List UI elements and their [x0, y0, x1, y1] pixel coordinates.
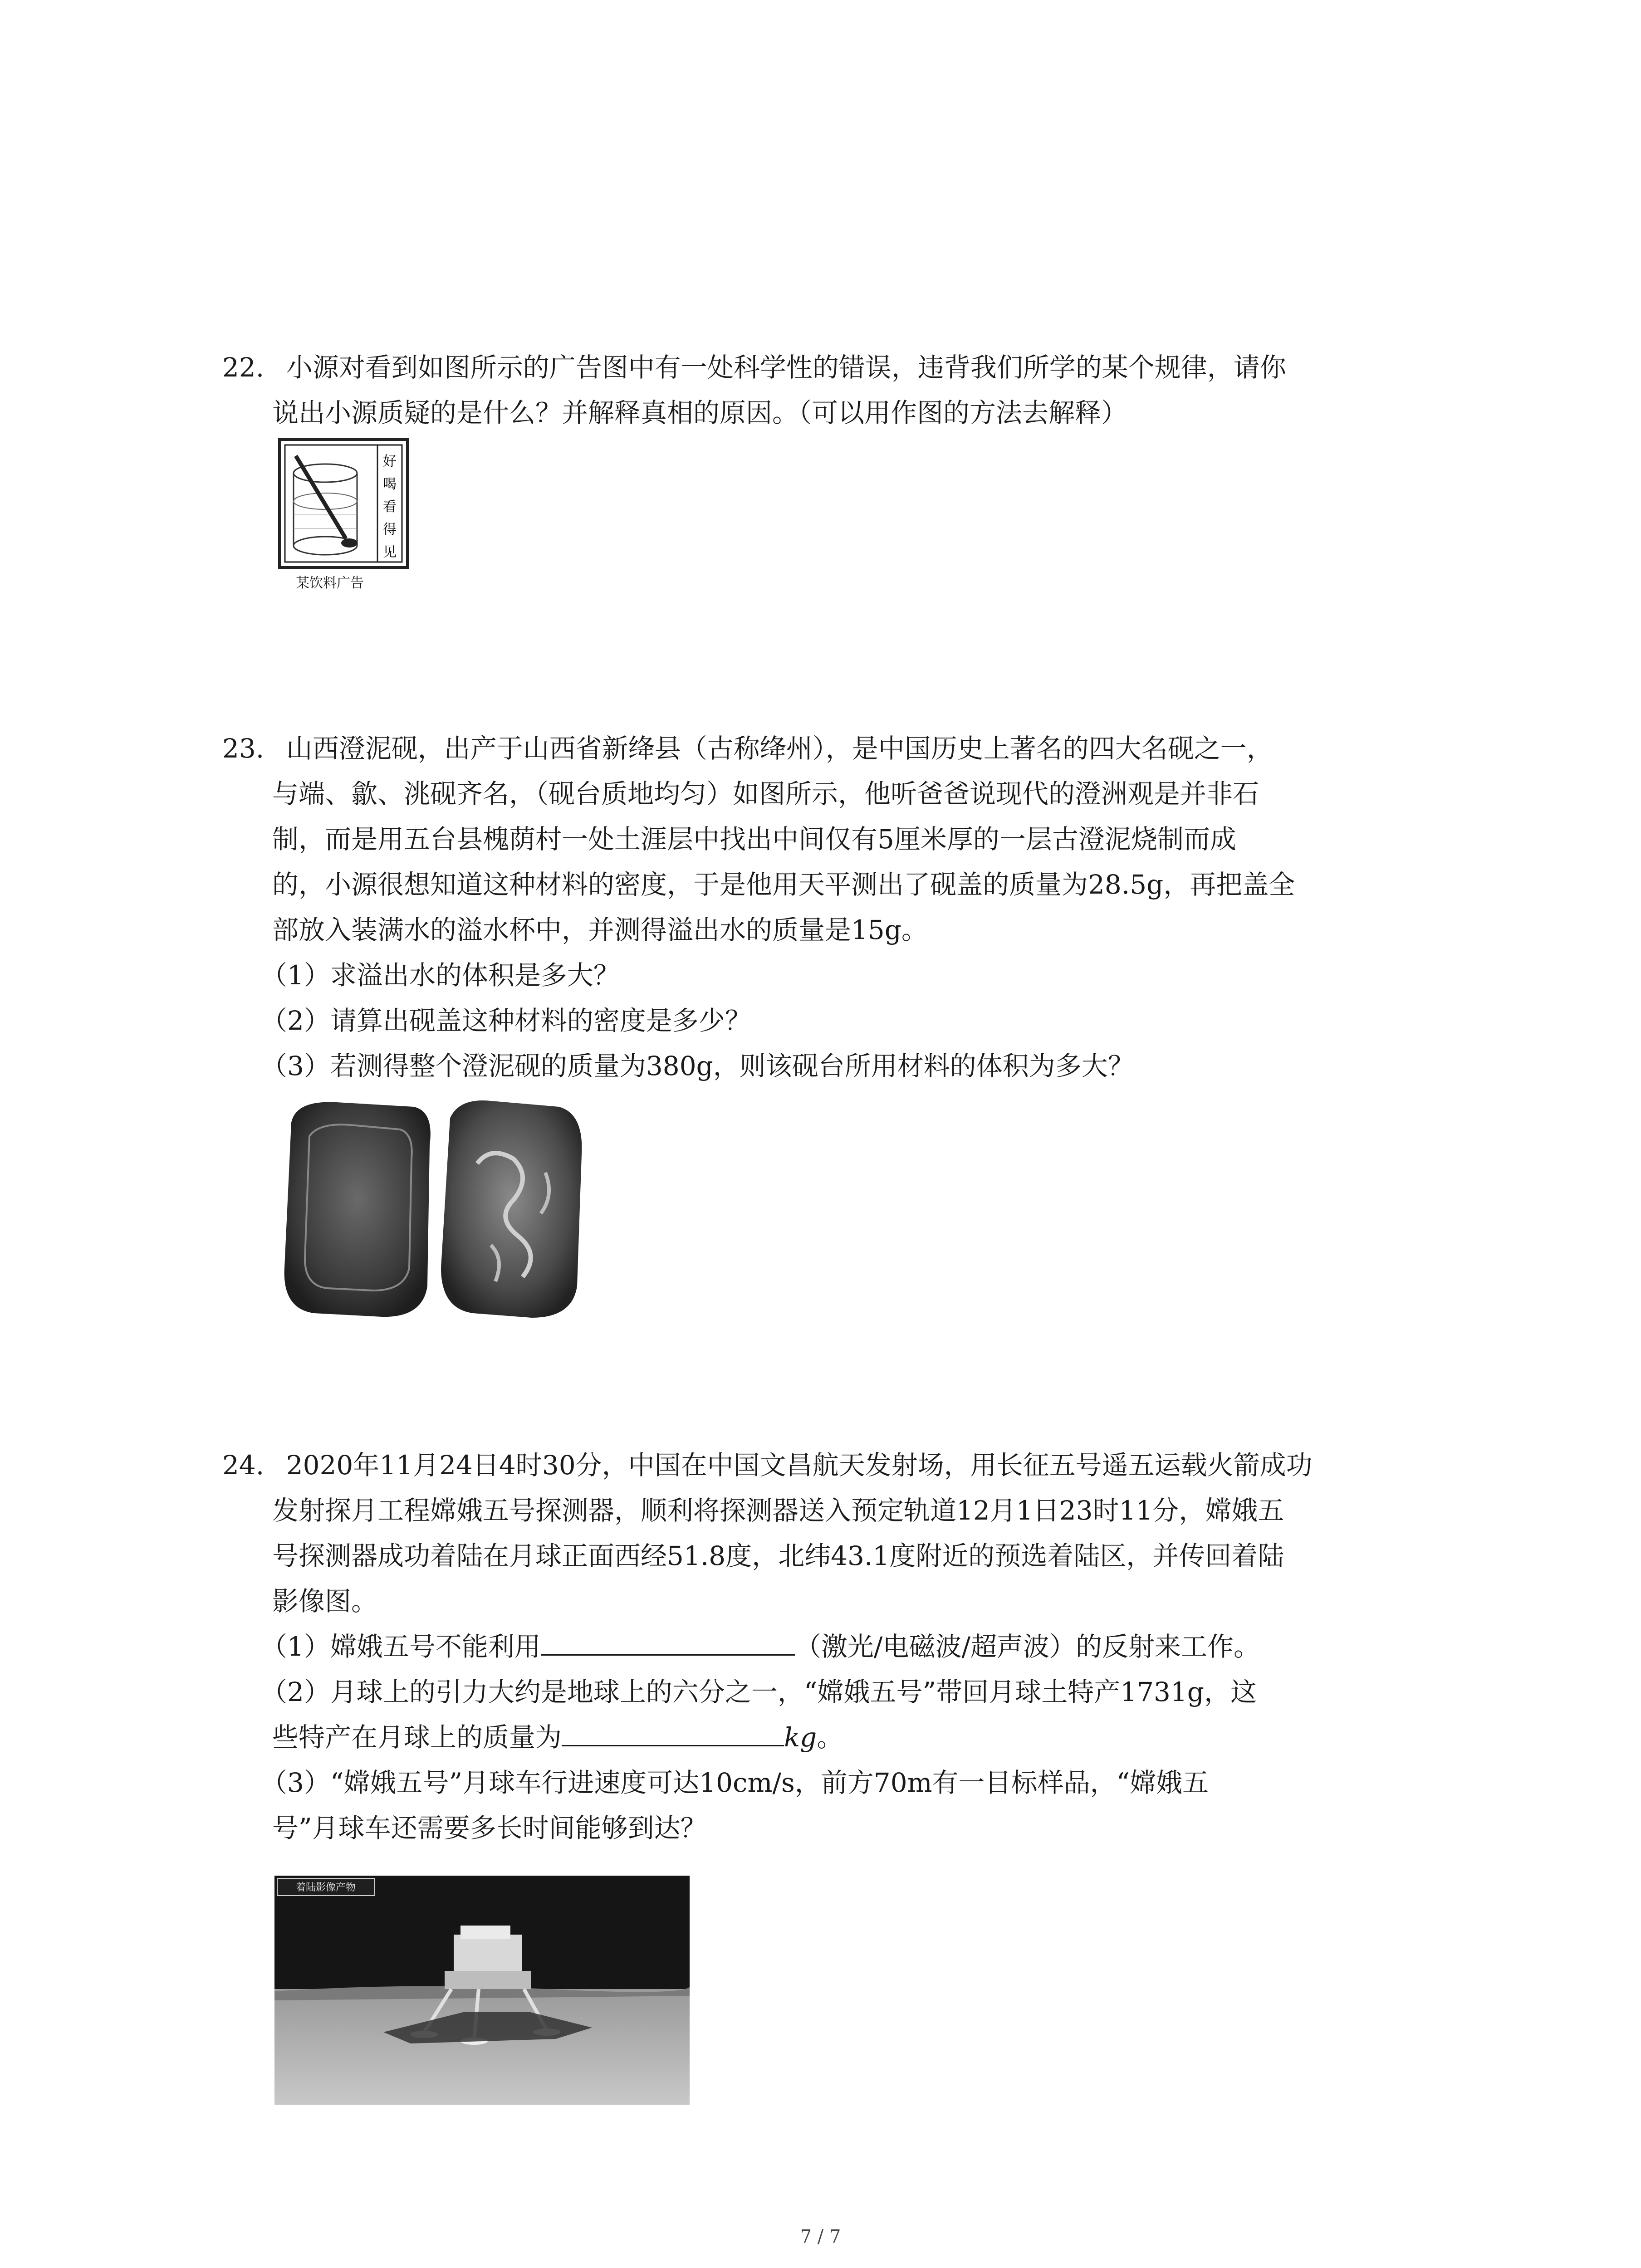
question-24 [222, 1442, 1447, 1851]
q24-number: 24. [222, 1450, 265, 1481]
inkstone-photo [278, 1095, 591, 1322]
lunar-landing-photo [274, 1876, 690, 2105]
q24-line-2: 发射探月工程嫦娥五号探测器，顺利将探测器送入预定轨道12月1日23时11分，嫦娥五 [272, 1495, 1284, 1526]
q24-line-4: 影像图。 [272, 1586, 378, 1617]
q23-sub-2: （2）请算出砚盖这种材料的密度是多少？ [261, 1005, 751, 1036]
ad-char-2: 喝 [383, 476, 397, 492]
q24-sub-1: （1）嫦娥五号不能利用 （激光/电磁波/超声波）的反射来工作。 [222, 1624, 1447, 1669]
q23-sub-1: （1）求溢出水的体积是多大？ [261, 960, 620, 991]
q22-line-1: 22. 小源对看到如图所示的广告图中有一处科学性的错误，违背我们所学的某个规律，请你 [222, 352, 1286, 383]
drink-ad-figure [278, 438, 409, 591]
q23-line-3: 制，而是用五台县槐荫村一处土涯层中找出中间仅有5厘米厚的一层古澄泥烧制而成 [272, 824, 1236, 855]
q24-line-1: 24. 2020年11月24日4时30分，中国在中国文昌航天发射场，用长征五号遥五运载火箭成功 [222, 1450, 1313, 1481]
q23-line-4: 的，小源很想知道这种材料的密度，于是他用天平测出了砚盖的质量为28.5g，再把盖全 [272, 869, 1295, 900]
ad-char-4: 得 [383, 522, 397, 538]
answer-blank-2[interactable] [562, 1718, 784, 1746]
q24-sub-3-line-2: 号”月球车还需要多长时间能够到达？ [272, 1813, 707, 1843]
photo-label: 着陆影像产物 [295, 1882, 356, 1893]
page-number: 7 / 7 [800, 2226, 841, 2247]
q24-sub-3-line-1: （3）“嫦娥五号”月球车行进速度可达10cm/s，前方70m有一目标样品，“嫦娥五 [261, 1767, 1209, 1798]
q23-number: 23. [222, 733, 265, 764]
ad-char-3: 看 [383, 499, 397, 515]
question-22 [222, 345, 1447, 435]
ad-char-1: 好 [383, 454, 397, 469]
q22-number: 22. [222, 352, 265, 383]
q23-line-5: 部放入装满水的溢水杯中，并测得溢出水的质量是15g。 [272, 914, 928, 945]
q23-sub-3: （3）若测得整个澄泥砚的质量为380g，则该砚台所用材料的体积为多大？ [261, 1051, 1134, 1081]
q22-line-2: 说出小源质疑的是什么？并解释真相的原因。（可以用作图的方法去解释） [272, 397, 1128, 428]
ad-caption: 某饮料广告 [296, 575, 364, 591]
q24-sub-2-line-1: （2）月球上的引力大约是地球上的六分之一，“嫦娥五号”带回月球土特产1731g，这 [261, 1677, 1257, 1707]
q24-line-3: 号探测器成功着陆在月球正面西经51.8度，北纬43.1度附近的预选着陆区，并传回着陆 [272, 1540, 1284, 1571]
question-23 [222, 726, 1447, 1089]
q24-sub-2-line-2: 些特产在月球上的质量为 kg。 [222, 1715, 1447, 1760]
drink-ad-image [278, 438, 409, 569]
q23-line-1: 23. 山西澄泥砚，出产于山西省新绛县（古称绛州），是中国历史上著名的四大名砚之一， [222, 733, 1273, 764]
ad-char-5: 见 [383, 544, 397, 560]
answer-blank-1[interactable] [541, 1627, 795, 1656]
q23-line-2: 与端、歙、洮砚齐名，（砚台质地均匀）如图所示，他听爸爸说现代的澄洲观是并非石 [272, 778, 1259, 809]
